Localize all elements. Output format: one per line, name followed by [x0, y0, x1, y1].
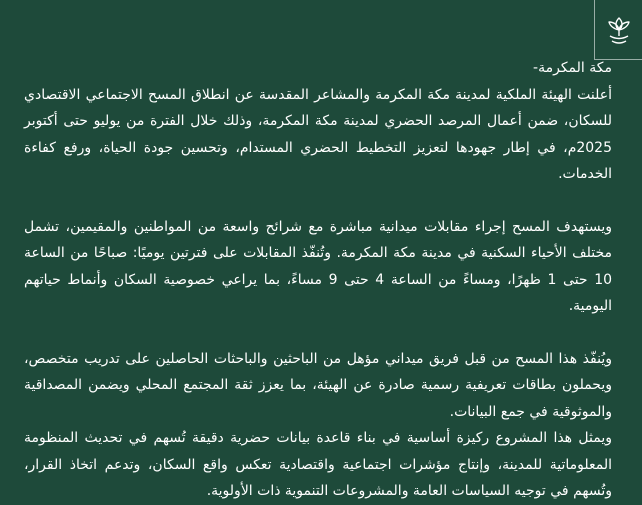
logo-badge — [594, 0, 642, 60]
leaf-sprout-icon — [607, 14, 631, 46]
article-paragraph: ويستهدف المسح إجراء مقابلات ميدانية مباشرة مع شرائح واسعة من المواطنين والمقيمين، تشمل مختلف الأحياء السكنية في مدينة مكة المكرمة. وتُنفّذ المقابلات على فترتين يوميًا: صباحًا من الساعة 10 حتى 1 ظهرًا، ومساءً من الساعة 4 حتى 9 مساءً، بما يراعي خصوصية السكان وأنماط حياتهم اليومية. — [24, 218, 613, 314]
article-paragraph: ويمثل هذا المشروع ركيزة أساسية في بناء قاعدة بيانات حضرية دقيقة تُسهم في تحديث المنظومة المعلوماتية للمدينة، وإنتاج مؤشرات اجتماعية واقتصادية تعكس واقع السكان، وتدعم اتخاذ القرار، وتُسهم في توجيه السياسات العامة والمشروعات التنموية ذات الأولوية. — [24, 430, 612, 499]
paragraph-spacer — [24, 188, 612, 214]
article-paragraph: ويُنفّذ هذا المسح من قبل فريق ميداني مؤهل من الباحثين والباحثات الحاصلين على تدريب متخصص، ويحملون بطاقات تعريفية رسمية صادرة عن الهيئة، بما يعزز ثقة المجتمع المحلي ويضمن المصداقية والموثوقية في جمع البيانات. — [24, 350, 612, 420]
dateline: مكة المكرمة- — [533, 60, 612, 76]
paragraph-spacer — [24, 320, 612, 346]
article-body — [24, 55, 612, 505]
article-paragraph: أعلنت الهيئة الملكية لمدينة مكة المكرمة والمشاعر المقدسة عن انطلاق المسح الاجتماعي الاقتصادي للسكان، ضمن أعمال المرصد الحضري لمدينة مكة المكرمة، وذلك خلال الفترة من يوليو حتى أكتوبر 2025م، في إطار جهودها لتعزيز التخطيط الحضري المستدام، وتحسين جودة الحياة، ورفع كفاءة الخدمات. — [24, 86, 612, 182]
